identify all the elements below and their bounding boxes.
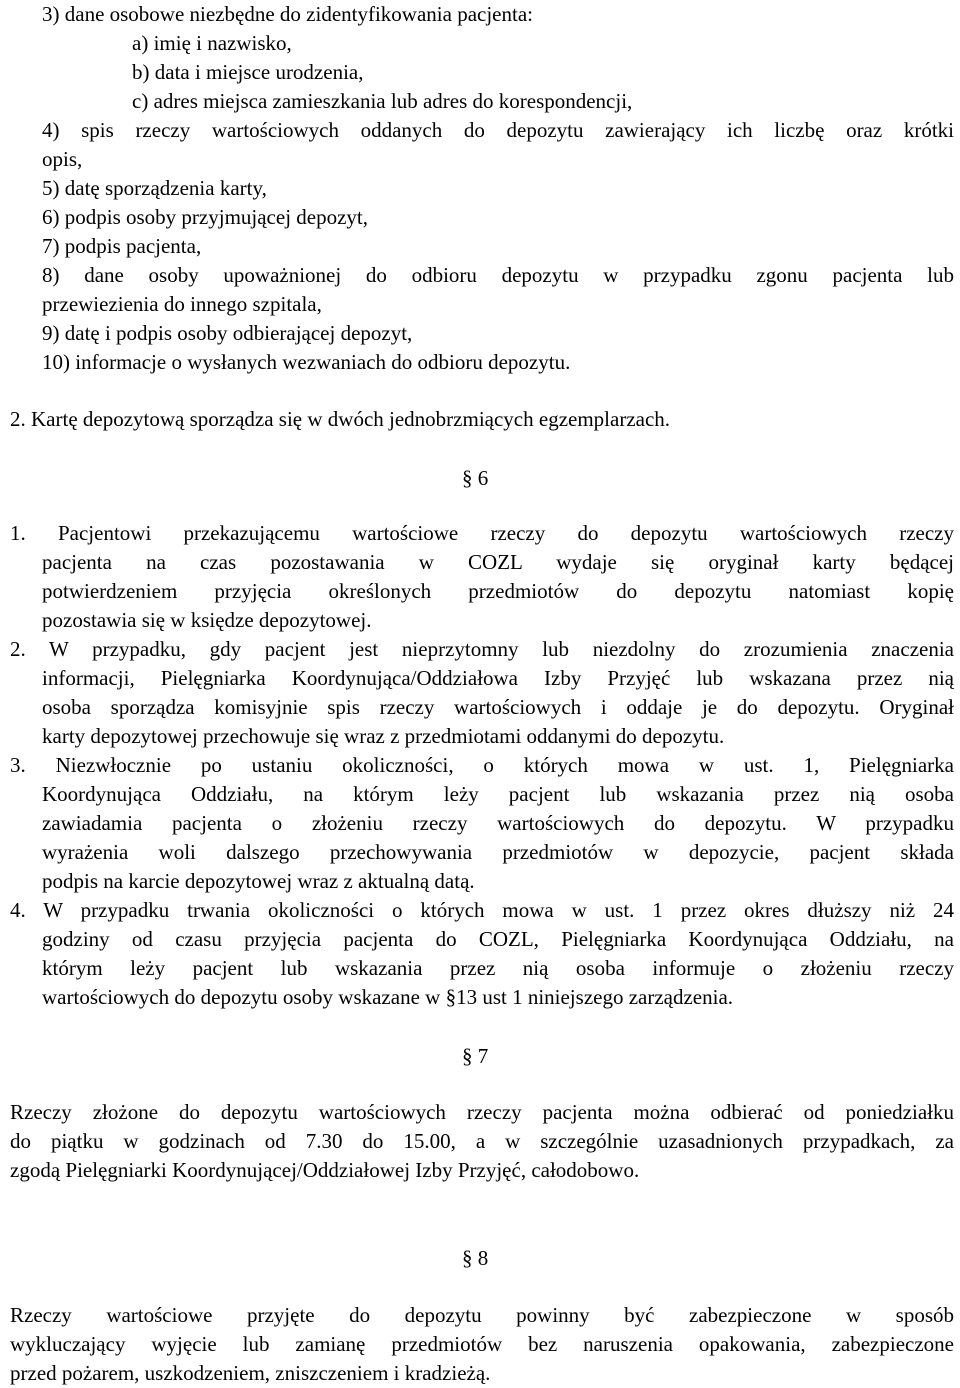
list-item-8: 8) dane osoby upoważnionej do odbioru depozytu w przypadku zgonu pacjenta lub [42,263,954,287]
s6-p1-line4: pozostawia się w księdze depozytowej. [42,608,372,632]
list-item-7: 7) podpis pacjenta, [42,234,202,258]
s6-p4-line3: którym leży pacjent lub wskazania przez nią osoba informuje o złożeniu rzeczy [42,956,954,980]
list-item-3c: c) adres miejsca zamieszkania lub adres do korespondencji, [132,89,633,113]
list-item-4-cont: opis, [42,147,83,171]
s8-line3: przed pożarem, uszkodzeniem, zniszczeniem i kradzieżą. [10,1361,491,1385]
section-heading-7: § 7 [462,1044,489,1068]
list-item-3a: a) imię i nazwisko, [132,31,292,55]
s6-p2-line1: 2. W przypadku, gdy pacjent jest nieprzytomny lub niezdolny do zrozumienia znaczenia [10,637,954,661]
list-item-10: 10) informacje o wysłanych wezwaniach do odbioru depozytu. [42,350,571,374]
s7-line3: zgodą Pielęgniarki Koordynującej/Oddziałowej Izby Przyjęć, całodobowo. [10,1158,640,1182]
s6-p1-line2: pacjenta na czas pozostawania w COZL wydaje się oryginał karty będącej [42,550,954,574]
s6-p1-line3: potwierdzeniem przyjęcia określonych przedmiotów do depozytu natomiast kopię [42,579,954,603]
s6-p2-line3: osoba sporządza komisyjnie spis rzeczy wartościowych i oddaje je do depozytu. Oryginał [42,695,954,719]
s7-line2: do piątku w godzinach od 7.30 do 15.00, a w szczególnie uzasadnionych przypadkach, za [10,1129,954,1153]
s8-line2: wykluczający wyjęcie lub zamianę przedmiotów bez naruszenia opakowania, zabezpieczone [10,1332,954,1356]
list-item-6: 6) podpis osoby przyjmującej depozyt, [42,205,369,229]
s6-p3-line3: zawiadamia pacjenta o złożeniu rzeczy wartościowych do depozytu. W przypadku [42,811,954,835]
s6-p2-line2: informacji, Pielęgniarka Koordynująca/Oddziałowa Izby Przyjęć lub wskazana przez nią [42,666,954,690]
s6-p2-line4: karty depozytowej przechowuje się wraz z przedmiotami oddanymi do depozytu. [42,724,725,748]
list-item-4: 4) spis rzeczy wartościowych oddanych do depozytu zawierający ich liczbę oraz krótki [42,118,954,142]
list-item-9: 9) datę i podpis osoby odbierającej depozyt, [42,321,413,345]
section-heading-6: § 6 [462,466,489,490]
s6-p4-line1: 4. W przypadku trwania okoliczności o których mowa w ust. 1 przez okres dłuższy niż 24 [10,898,954,922]
s6-p4-line4: wartościowych do depozytu osoby wskazane w §13 ust 1 niniejszego zarządzenia. [42,985,734,1009]
list-item-3b: b) data i miejsce urodzenia, [132,60,364,84]
s6-p1-line1: 1. Pacjentowi przekazującemu wartościowe rzeczy do depozytu wartościowych rzeczy [10,521,954,545]
paragraph-2: 2. Kartę depozytową sporządza się w dwóch jednobrzmiących egzemplarzach. [10,407,671,431]
list-item-8-cont: przewiezienia do innego szpitala, [42,292,322,316]
s6-p3-line5: podpis na karcie depozytowej wraz z aktualną datą. [42,869,475,893]
list-item-3: 3) dane osobowe niezbędne do zidentyfikowania pacjenta: [42,2,533,26]
s7-line1: Rzeczy złożone do depozytu wartościowych rzeczy pacjenta można odbierać od poniedziałku [10,1100,954,1124]
section-heading-8: § 8 [462,1246,489,1270]
s6-p3-line2: Koordynująca Oddziału, na którym leży pacjent lub wskazania przez nią osoba [42,782,954,806]
s8-line1: Rzeczy wartościowe przyjęte do depozytu powinny być zabezpieczone w sposób [10,1303,954,1327]
s6-p3-line4: wyrażenia woli dalszego przechowywania przedmiotów w depozycie, pacjent składa [42,840,954,864]
list-item-5: 5) datę sporządzenia karty, [42,176,267,200]
s6-p3-line1: 3. Niezwłocznie po ustaniu okoliczności, o których mowa w ust. 1, Pielęgniarka [10,753,954,777]
s6-p4-line2: godziny od czasu przyjęcia pacjenta do COZL, Pielęgniarka Koordynująca Oddziału, na [42,927,954,951]
